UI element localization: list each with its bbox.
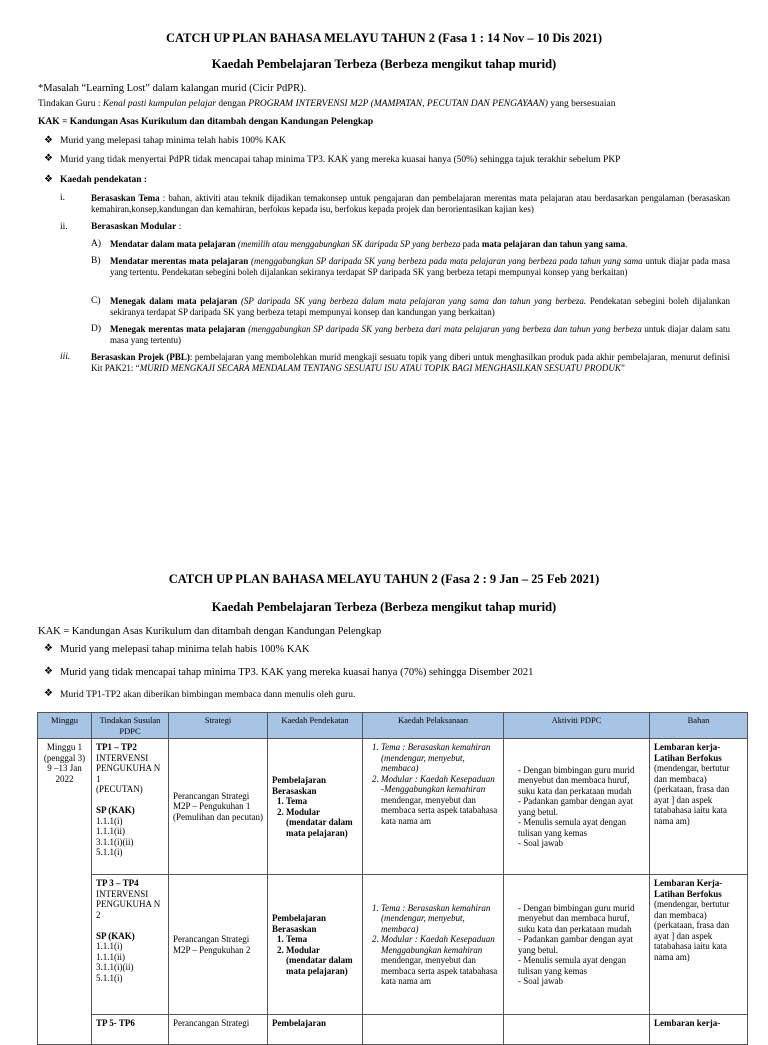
fasa1-title: CATCH UP PLAN BAHASA MELAYU TAHUN 2 (Fasa 1 : 14 Nov – 10 Dis 2021) [165, 31, 603, 45]
bullet-item: Murid yang melepasi tahap minima telah habis 100% KAK [60, 136, 286, 146]
diamond-bullet-icon: ❖ [44, 135, 53, 146]
column-header: Bahan [650, 713, 748, 739]
letter-label: A) [91, 239, 102, 249]
item-c: Menegak dalam mata pelajaran (SP daripada SK yang berbeza dalam mata pelajaran yang sama dan tahun yang berbeza. Pendekatan sebegini boleh dijalankan sekiranya terdapat SP daripada SK yang berbeza tetapi mempunyai konsep dan kandungan yang berkaitan) [110, 296, 730, 317]
column-header: Strategi [169, 713, 268, 739]
masalah-line: *Masalah “Learning Lost” dalam kalangan murid (Cicir PdPR). [38, 83, 307, 94]
diamond-bullet-icon: ❖ [44, 174, 53, 185]
kaedah-heading: Kaedah pendekatan : [60, 175, 148, 185]
diamond-bullet-icon: ❖ [44, 643, 53, 654]
aktiviti-cell: - Dengan bimbingan guru murid menyebut dan membaca huruf, suku kata dan perkataan mudah - Padankan gambar dengan ayat yang betul. - Menulis semula ayat dengan tulisan yang kemas - Soal jawab [504, 875, 650, 1015]
strategi-cell: Perancangan Strategi M2P – Pengukuhan 1 (Pemulihan dan pecutan) [169, 739, 268, 875]
bullet-item: Murid TP1-TP2 akan diberikan bimbingan membaca dann menulis oleh guru. [60, 690, 356, 700]
item-d: Menegak merentas mata pelajaran (menggabungkan SP daripada SK yang berbeza dari mata pelajaran yang berbeza dan tahun yang berbeza untuk diajar dalam satu masa yang tertentu) [110, 324, 731, 345]
pelaksanaan-cell [363, 1015, 504, 1045]
pendekatan-cell: Pembelajaran [268, 1015, 363, 1045]
table-row [38, 875, 748, 1015]
kak-line: KAK = Kandungan Asas Kurikulum dan ditambah dengan Kandungan Pelengkap [38, 626, 382, 637]
bullet-item: Murid yang tidak menyertai PdPR tidak mencapai tahap minima TP3. KAK yang mereka kuasai hanya (50%) sehingga tajuk terakhir sebelum PKP [60, 155, 621, 165]
letter-label: C) [91, 296, 101, 306]
item-a: Mendatar dalam mata pelajaran (memilih atau menggabungkan SK daripada SP yang berbeza pada mata pelajaran dan tahun yang sama. [110, 239, 628, 249]
tindakan-cell: TP1 – TP2 INTERVENSI PENGUKUHA N 1 (PECUTAN) SP (KAK) 1.1.1(i) 1.1.1(ii) 3.1.1(i)(ii) 5.1.1(i) [92, 739, 169, 875]
strategi-cell: Perancangan Strategi [169, 1015, 268, 1045]
roman-numeral: ii. [60, 222, 68, 232]
kak-line: KAK = Kandungan Asas Kurikulum dan ditambah dengan Kandungan Pelengkap [38, 117, 374, 127]
bullet-item: Murid yang melepasi tahap minima telah habis 100% KAK [60, 644, 310, 655]
aktiviti-cell [504, 1015, 650, 1045]
strategi-cell: Perancangan Strategi M2P – Pengukuhan 2 [169, 875, 268, 1015]
table-row [38, 1015, 748, 1045]
bahan-cell: Lembaran kerja- [650, 1015, 748, 1045]
fasa2-title: CATCH UP PLAN BAHASA MELAYU TAHUN 2 (Fasa 2 : 9 Jan – 25 Feb 2021) [168, 572, 600, 586]
bullet-item: Murid yang tidak mencapai tahap minima TP3. KAK yang mereka kuasai hanya (70%) sehingga Disember 2021 [60, 667, 534, 678]
column-header: Minggu [38, 713, 92, 739]
fasa2-subtitle: Kaedah Pembelajaran Terbeza (Berbeza mengikut tahap murid) [211, 600, 557, 614]
pelaksanaan-cell: 1. Tema : Berasaskan kemahiran (mendengar, menyebut, membaca) 2. Modular : Kaedah Kesepaduan -Menggabungkan kemahiran mendengar, menyebut dan membaca serta aspek tatabahasa kata nama am [363, 739, 504, 875]
diamond-bullet-icon: ❖ [44, 153, 53, 164]
tindakan-line: Tindakan Guru : Kenal pasti kumpulan pelajar dengan PROGRAM INTERVENSI M2P (MAMPATAN, PECUTAN DAN PENGAYAAN) yang bersesuaian [38, 99, 616, 109]
fasa1-subtitle: Kaedah Pembelajaran Terbeza (Berbeza mengikut tahap murid) [211, 57, 557, 71]
catch-up-plan-table [37, 712, 748, 1045]
item-berasaskan-projek: Berasaskan Projek (PBL): pembelajaran yang membolehkan murid mengkaji sesuatu topik yang diberi untuk menghasilkan produk pada akhir pembelajaran, menurut definisi Kit PAK21: “MURID MENGKAJI SECARA MENDALAM TENTANG SESUATU ISU ATAU TOPIK BAGI MENGHASILKAN SESUATU PRODUK” [91, 352, 730, 373]
column-header: Tindakan Susulan PDPC [92, 713, 169, 739]
aktiviti-cell: - Dengan bimbingan guru murid menyebut dan membaca huruf, suku kata dan perkataan mudah - Padankan gambar dengan ayat yang betul. - Menulis semula ayat dengan tulisan yang kemas - Soal jawab [504, 739, 650, 875]
minggu-cell: Minggu 1 (penggal 3) 9 –13 Jan 2022 [38, 739, 92, 1045]
bahan-cell: Lembaran Kerja- Latihan Berfokus (mendengar, bertutur dan membaca) (perkataan, frasa dan ayat ] dan aspek tatabahasa iaitu kata nama am) [650, 875, 748, 1015]
letter-label: D) [91, 324, 102, 334]
tindakan-cell: TP 5- TP6 [92, 1015, 169, 1045]
pendekatan-cell: Pembelajaran Berasaskan 1. Tema 2. Modular (mendatar dalam mata pelajaran) [268, 875, 363, 1015]
diamond-bullet-icon: ❖ [44, 688, 53, 699]
roman-numeral: i. [60, 193, 66, 203]
tindakan-cell: TP 3 – TP4 INTERVENSI PENGUKUHA N 2 SP (KAK) 1.1.1(i) 1.1.1(ii) 3.1.1(i)(ii) 5.1.1(i) [92, 875, 169, 1015]
letter-label: B) [91, 256, 101, 266]
diamond-bullet-icon: ❖ [44, 666, 53, 677]
item-berasaskan-modular: Berasaskan Modular : [91, 222, 182, 232]
column-header: Aktiviti PDPC [504, 713, 650, 739]
table-row [38, 739, 748, 875]
bahan-cell: Lembaran kerja- Latihan Berfokus (mendengar, bertutur dan membaca) (perkataan, frasa dan ayat ] dan aspek tatabahasa iaitu kata nama am) [650, 739, 748, 875]
item-b: Mendatar merentas mata pelajaran (menggabungkan SP daripada SK yang berbeza pada mata pelajaran yang berbeza pada tahun yang sama untuk diajar pada masa yang tertentu. Pendekatan sebegini boleh dijalankan sekiranya terdapat SP daripada SK yang berbeza tetapi mempunyai konsep yang berkaitan) [110, 256, 730, 277]
column-header: Kaedah Pelaksanaan [363, 713, 504, 739]
pendekatan-cell: Pembelajaran Berasaskan 1. Tema 2. Modular (mendatar dalam mata pelajaran) [268, 739, 363, 875]
roman-numeral: iii. [60, 352, 71, 362]
pelaksanaan-cell: 1. Tema : Berasaskan kemahiran (mendengar, menyebut, membaca) 2. Modular : Kaedah Kesepaduan Menggabungkan kemahiran mendengar, menyebut dan membaca serta aspek tatabahasa kata nama am [363, 875, 504, 1015]
column-header: Kaedah Pendekatan [268, 713, 363, 739]
table-header-row [38, 713, 748, 739]
item-berasaskan-tema: Berasaskan Tema : bahan, aktiviti atau teknik dijadikan temakonsep untuk pengajaran dan pembelajaran merentas mata pelajaran atau berdasarkan pengalaman (berasaskan kemahiran,konsep,kandungan dan kemahiran, berfokus kepada isu, berfokus kepada projek dan berorientasikan kajian kes) [91, 193, 730, 214]
